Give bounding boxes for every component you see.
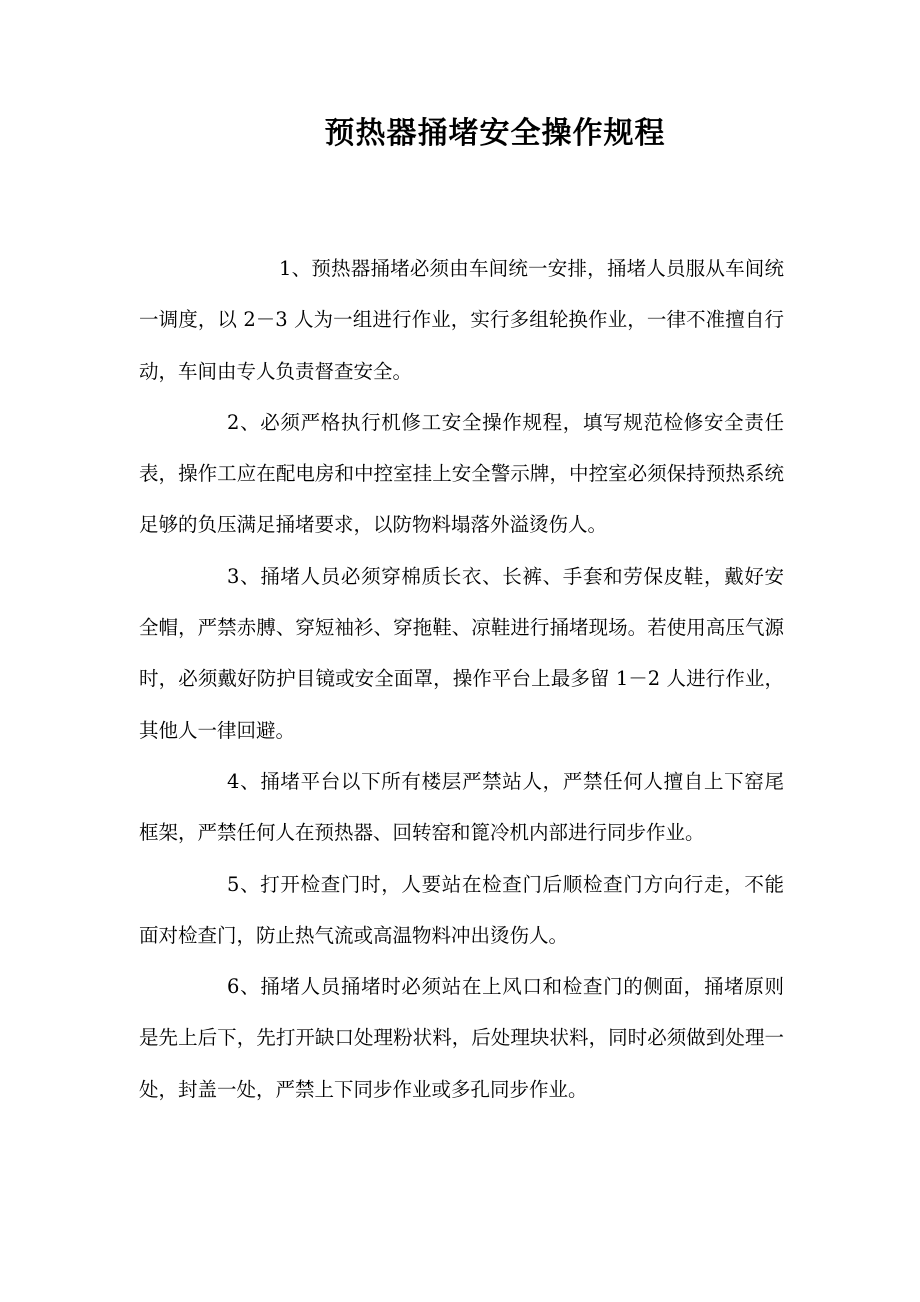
paragraph-5: 5、打开检查门时，人要站在检查门后顺检查门方向行走，不能面对检查门，防止热气流或高温物料冲出烫伤人。	[139, 872, 784, 947]
paragraph-4: 4、捅堵平台以下所有楼层严禁站人，严禁任何人擅自上下窑尾框架，严禁任何人在预热器、回转窑和篦冷机内部进行同步作业。	[139, 769, 784, 845]
paragraph-1: 1、预热器捅堵必须由车间统一安排，捅堵人员服从车间统一调度，以 2－3 人为一组进行作业，实行多组轮换作业，一律不准擅自行动，车间由专人负责督查安全。	[139, 257, 784, 383]
paragraph-2: 2、必须严格执行机修工安全操作规程，填写规范检修安全责任表，操作工应在配电房和中控室挂上安全警示牌，中控室必须保持预热系统足够的负压满足捅堵要求，以防物料塌落外溢烫伤人。	[139, 410, 784, 537]
paragraph-3: 3、捅堵人员必须穿棉质长衣、长裤、手套和劳保皮鞋，戴好安全帽，严禁赤膊、穿短袖衫、穿拖鞋、凉鞋进行捅堵现场。若使用高压气源时，必须戴好防护目镜或安全面罩，操作平台上最多留 1－2 人进行作业，其他人一律回避。	[139, 564, 784, 742]
paragraph-6: 6、捅堵人员捅堵时必须站在上风口和检查门的侧面，捅堵原则是先上后下，先打开缺口处理粉状料，后处理块状料，同时必须做到处理一处，封盖一处，严禁上下同步作业或多孔同步作业。	[139, 975, 784, 1101]
document-title: 预热器捅堵安全操作规程	[324, 116, 666, 151]
document-body	[139, 243, 784, 1115]
